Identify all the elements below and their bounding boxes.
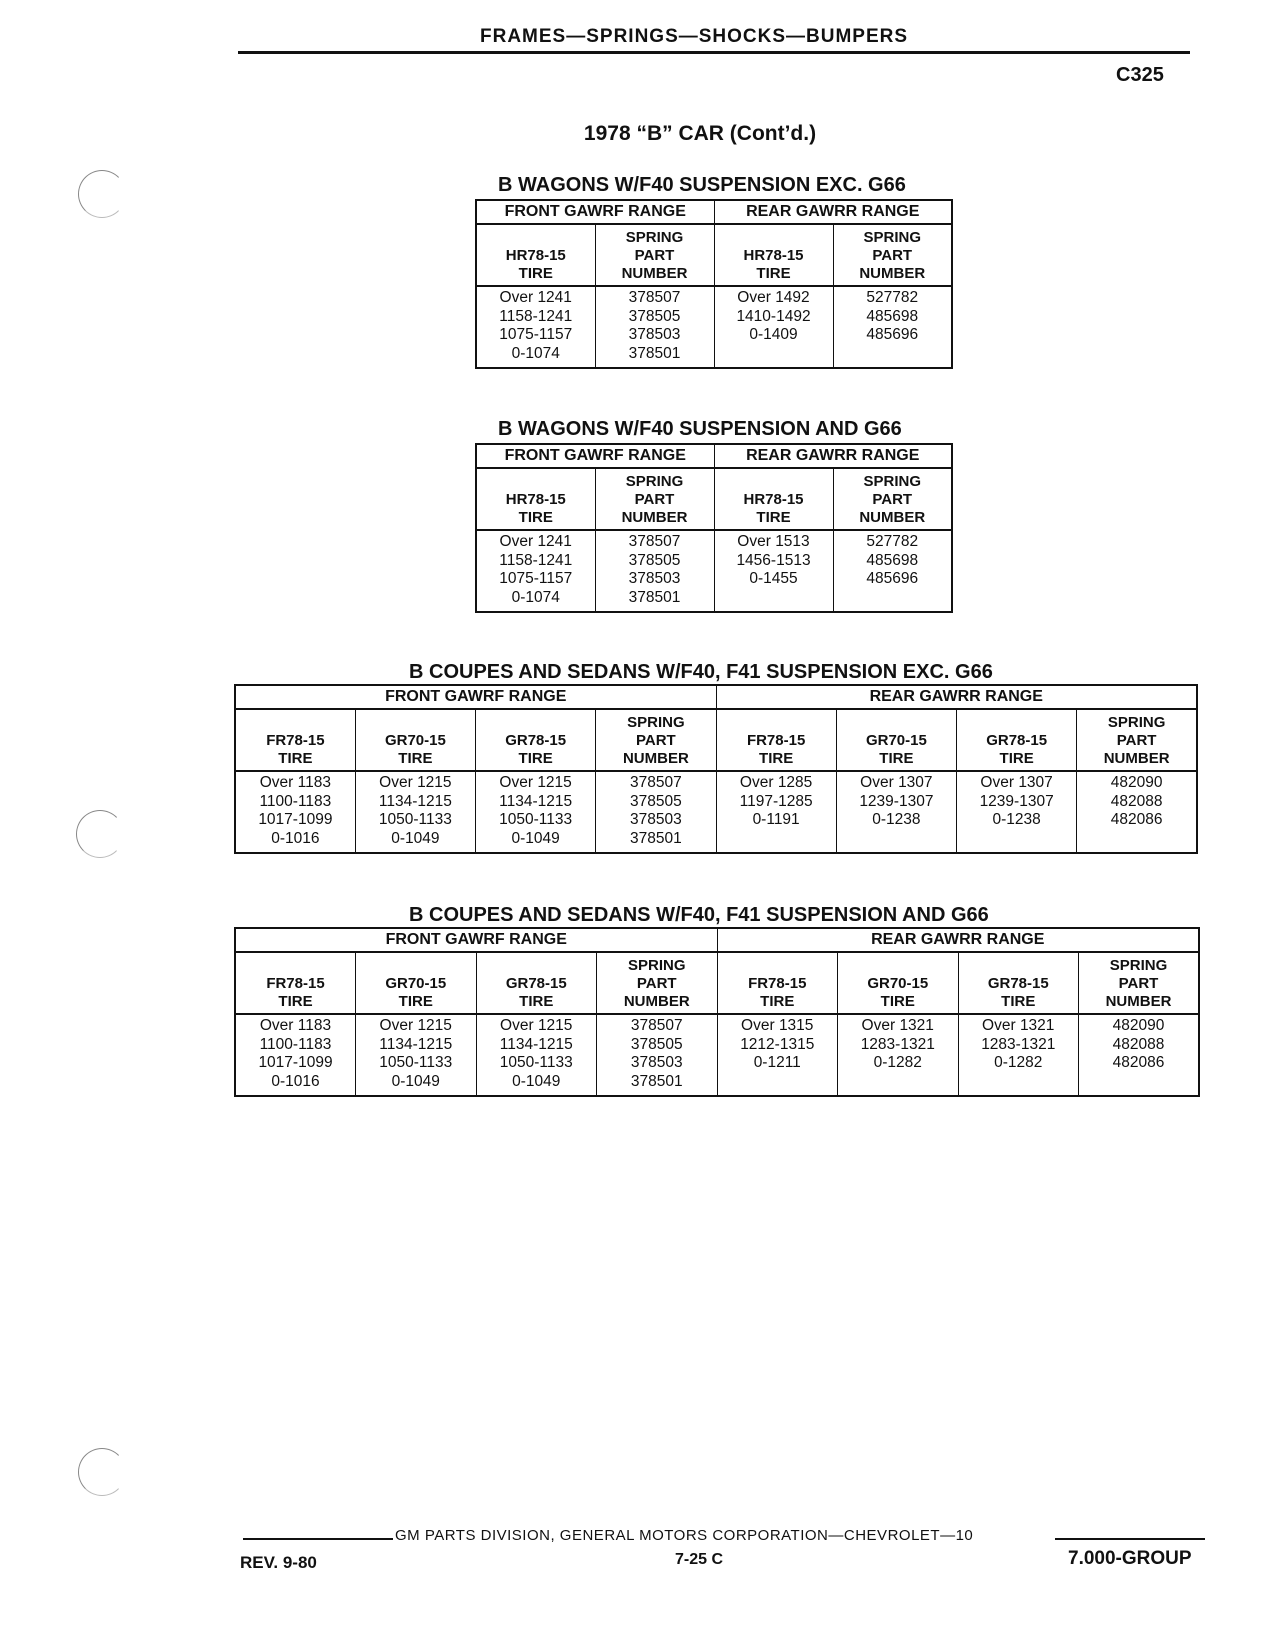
column-header-line: SPRING <box>625 473 684 490</box>
range-value: Over 1215 <box>379 1017 452 1034</box>
range-value: 1100-1183 <box>259 1035 332 1053</box>
value-cell <box>596 771 716 853</box>
column-header-line: GR70-15 <box>865 732 927 749</box>
column-header-line: HR78-15 <box>743 491 804 508</box>
range-value: 1075-1157 <box>499 326 573 343</box>
value-cell <box>356 1014 477 1096</box>
range-value: 1197-1285 <box>739 792 813 810</box>
column-header <box>476 224 595 286</box>
range-value: Over 1215 <box>499 774 572 791</box>
column-header <box>958 952 1079 1014</box>
spring-table-coupes-exc-g66 <box>234 684 1198 854</box>
column-header-line: GR78-15 <box>505 732 567 749</box>
range-value: Over 1183 <box>259 774 331 791</box>
range-value: 378505 <box>630 792 682 810</box>
column-header-line: GR70-15 <box>385 975 447 992</box>
column-header <box>597 952 718 1014</box>
value-cell <box>717 1014 838 1096</box>
section-title-wagons-exc-g66: B WAGONS W/F40 SUSPENSION EXC. G66 <box>498 174 906 196</box>
column-header <box>833 468 952 530</box>
value-cell <box>714 286 833 368</box>
range-value: Over 1321 <box>861 1017 934 1034</box>
range-value: 0-1455 <box>749 570 798 587</box>
column-header-line: NUMBER <box>622 750 689 767</box>
range-value: 1456-1513 <box>736 551 811 569</box>
range-value: 378507 <box>628 289 681 306</box>
front-gawrf-range-header: FRONT GAWRF RANGE <box>235 928 717 952</box>
section-title-wagons-and-g66: B WAGONS W/F40 SUSPENSION AND G66 <box>498 418 902 440</box>
column-header-line: NUMBER <box>621 265 688 282</box>
section-title-coupes-exc-g66: B COUPES AND SEDANS W/F40, F41 SUSPENSION EXC. G66 <box>409 661 993 683</box>
column-header-line: TIRE <box>398 993 433 1010</box>
range-value: 482090 <box>1110 774 1163 791</box>
column-header <box>596 709 716 771</box>
column-header-line: FR78-15 <box>266 732 325 749</box>
footer-group: 7.000-GROUP <box>1068 1548 1192 1569</box>
column-header-line: PART <box>1116 732 1157 749</box>
footer-rule-left <box>243 1538 393 1540</box>
column-header-line: HR78-15 <box>743 247 804 264</box>
column-header <box>476 468 595 530</box>
column-header-line: TIRE <box>756 509 791 526</box>
range-value: 0-1282 <box>873 1054 922 1071</box>
range-value: 527782 <box>866 289 919 306</box>
range-value: 378501 <box>630 829 682 847</box>
rear-gawrr-range-header: REAR GAWRR RANGE <box>716 685 1197 709</box>
value-cell <box>836 771 956 853</box>
range-value: Over 1321 <box>982 1017 1055 1034</box>
punch-hole-mark <box>78 170 126 218</box>
range-value: 1239-1307 <box>979 792 1054 810</box>
range-value: 1050-1133 <box>378 811 452 828</box>
column-header-line: HR78-15 <box>505 491 566 508</box>
range-value: 0-1238 <box>992 811 1041 828</box>
header-rule <box>238 51 1190 54</box>
column-header <box>717 952 838 1014</box>
column-header <box>235 709 355 771</box>
range-value: 378503 <box>630 1054 683 1071</box>
column-header-line: NUMBER <box>623 993 690 1010</box>
column-header-line: TIRE <box>1001 993 1036 1010</box>
range-value: Over 1315 <box>741 1017 814 1034</box>
range-value: Over 1285 <box>739 774 813 791</box>
section-title-coupes-and-g66: B COUPES AND SEDANS W/F40, F41 SUSPENSION AND G66 <box>409 904 989 926</box>
range-value: 0-1238 <box>872 811 921 828</box>
range-value: 485696 <box>866 570 919 587</box>
range-value: 378505 <box>628 551 681 569</box>
range-value: 0-1074 <box>511 588 560 606</box>
range-value: 0-1049 <box>511 829 560 847</box>
range-value: 1134-1215 <box>499 1035 573 1053</box>
column-header-line: TIRE <box>760 993 795 1010</box>
value-cell <box>597 1014 718 1096</box>
value-cell <box>957 771 1077 853</box>
column-header-line: SPRING <box>627 957 686 974</box>
range-value: 1017-1099 <box>258 1054 333 1071</box>
column-header-line: TIRE <box>518 265 553 282</box>
range-value: Over 1307 <box>980 774 1053 791</box>
range-value: 1017-1099 <box>258 811 333 828</box>
front-gawrf-range-header: FRONT GAWRF RANGE <box>476 444 714 468</box>
range-value: 378507 <box>630 774 682 791</box>
column-header-line: SPRING <box>625 229 684 246</box>
range-value: 1050-1133 <box>499 1054 573 1071</box>
value-cell <box>1079 1014 1200 1096</box>
column-header-line: FR78-15 <box>748 975 807 992</box>
range-value: Over 1492 <box>737 289 810 306</box>
range-value: 1075-1157 <box>499 570 573 587</box>
value-cell <box>833 286 952 368</box>
range-value: 485698 <box>866 551 919 569</box>
column-header-line: TIRE <box>518 750 553 767</box>
value-cell <box>838 1014 959 1096</box>
range-value: 378501 <box>628 344 681 362</box>
column-header <box>356 952 477 1014</box>
column-header <box>714 224 833 286</box>
range-value: 482088 <box>1110 792 1163 810</box>
column-header-line: NUMBER <box>1103 750 1170 767</box>
column-header-line: TIRE <box>518 509 553 526</box>
range-value: 0-1049 <box>512 1072 561 1090</box>
range-value: 1134-1215 <box>499 792 573 810</box>
range-value: 1239-1307 <box>859 792 934 810</box>
column-header-line: SPRING <box>1107 714 1166 731</box>
column-header <box>235 952 356 1014</box>
range-value: Over 1215 <box>379 774 452 791</box>
range-value: 0-1409 <box>749 326 798 343</box>
range-value: Over 1513 <box>737 533 810 550</box>
value-cell <box>355 771 475 853</box>
range-value: 0-1211 <box>753 1054 801 1071</box>
column-header-line: GR78-15 <box>505 975 567 992</box>
range-value: 378503 <box>628 326 681 343</box>
column-header-line: TIRE <box>879 750 914 767</box>
rear-gawrr-range-header: REAR GAWRR RANGE <box>717 928 1199 952</box>
range-value: 0-1074 <box>511 344 560 362</box>
column-header-line: SPRING <box>627 714 685 731</box>
running-title: FRAMES—SPRINGS—SHOCKS—BUMPERS <box>480 26 909 47</box>
range-value: Over 1183 <box>259 1017 332 1034</box>
column-header <box>595 468 714 530</box>
column-header-line: TIRE <box>880 993 915 1010</box>
column-header-line: PART <box>872 491 913 508</box>
range-value: 1134-1215 <box>378 792 452 810</box>
value-cell <box>235 1014 356 1096</box>
range-value: 1050-1133 <box>499 811 573 828</box>
column-header-line: TIRE <box>398 750 433 767</box>
range-value: 378507 <box>628 533 681 550</box>
column-header <box>838 952 959 1014</box>
column-header-line: PART <box>634 491 675 508</box>
range-value: 0-1191 <box>752 811 800 828</box>
range-value: 1050-1133 <box>379 1054 453 1071</box>
column-header <box>833 224 952 286</box>
range-value: Over 1307 <box>860 774 933 791</box>
column-header-line: GR70-15 <box>384 732 446 749</box>
column-header-line: HR78-15 <box>505 247 566 264</box>
range-value: 378503 <box>628 570 681 587</box>
value-cell <box>833 530 952 612</box>
column-header-line: PART <box>634 247 675 264</box>
punch-hole-mark <box>76 810 124 858</box>
range-value: 527782 <box>866 533 919 550</box>
value-cell <box>595 530 714 612</box>
column-header-line: NUMBER <box>859 265 926 282</box>
column-header-line: PART <box>636 732 676 749</box>
value-cell <box>476 1014 597 1096</box>
range-value: Over 1241 <box>499 533 572 550</box>
range-value: 1100-1183 <box>259 792 332 810</box>
range-value: 378501 <box>628 588 681 606</box>
column-header <box>714 468 833 530</box>
value-cell <box>476 530 595 612</box>
range-value: 378505 <box>628 307 681 325</box>
column-header-line: GR78-15 <box>987 975 1049 992</box>
range-value: 1283-1321 <box>981 1035 1056 1053</box>
range-value: 0-1049 <box>391 829 440 847</box>
column-header <box>957 709 1077 771</box>
rear-gawrr-range-header: REAR GAWRR RANGE <box>714 444 952 468</box>
range-value: 1410-1492 <box>736 307 811 325</box>
range-value: 0-1016 <box>271 829 320 847</box>
column-header-line: GR70-15 <box>867 975 929 992</box>
range-value: 485696 <box>866 326 919 343</box>
column-header-line: SPRING <box>1109 957 1168 974</box>
column-header-line: NUMBER <box>859 509 926 526</box>
value-cell <box>716 771 836 853</box>
range-value: 0-1016 <box>271 1072 320 1090</box>
footer-publisher: GM PARTS DIVISION, GENERAL MOTORS CORPORATION—CHEVROLET—10 <box>395 1527 974 1544</box>
column-header-line: FR78-15 <box>266 975 325 992</box>
range-value: 1158-1241 <box>499 551 573 569</box>
column-header-line: TIRE <box>278 750 313 767</box>
range-value: Over 1241 <box>499 289 572 306</box>
column-header-line: TIRE <box>759 750 794 767</box>
column-header <box>476 709 596 771</box>
range-value: 485698 <box>866 307 919 325</box>
value-cell <box>476 771 596 853</box>
footer-rule-right <box>1055 1538 1205 1540</box>
spring-table-coupes-and-g66 <box>234 927 1200 1097</box>
front-gawrf-range-header: FRONT GAWRF RANGE <box>476 200 714 224</box>
spring-table-wagons-exc-g66 <box>475 199 953 369</box>
column-header <box>476 952 597 1014</box>
column-header-line: TIRE <box>756 265 791 282</box>
column-header-line: PART <box>1118 975 1159 992</box>
front-gawrf-range-header: FRONT GAWRF RANGE <box>235 685 716 709</box>
column-header-line: PART <box>872 247 913 264</box>
value-cell <box>476 286 595 368</box>
range-value: 0-1049 <box>391 1072 440 1090</box>
range-value: 1158-1241 <box>499 307 573 325</box>
range-value: 378501 <box>630 1072 683 1090</box>
range-value: 1134-1215 <box>379 1035 453 1053</box>
column-header-line: NUMBER <box>621 509 688 526</box>
range-value: 378503 <box>630 811 682 828</box>
column-header-line: TIRE <box>999 750 1034 767</box>
spring-table-wagons-and-g66 <box>475 443 953 613</box>
range-value: 482086 <box>1112 1054 1165 1071</box>
range-value: 378505 <box>630 1035 683 1053</box>
range-value: 0-1282 <box>994 1054 1043 1071</box>
page-title: 1978 “B” CAR (Cont’d.) <box>583 122 817 145</box>
value-cell <box>595 286 714 368</box>
range-value: 1212-1315 <box>740 1035 815 1053</box>
column-header-line: TIRE <box>519 993 554 1010</box>
range-value: 482090 <box>1112 1017 1165 1034</box>
value-cell <box>958 1014 1079 1096</box>
range-value: 482088 <box>1112 1035 1165 1053</box>
range-value: 378507 <box>630 1017 683 1034</box>
column-header-line: SPRING <box>863 229 921 246</box>
column-header-line: TIRE <box>278 993 313 1010</box>
column-header <box>595 224 714 286</box>
punch-hole-mark <box>78 1448 126 1496</box>
column-header-line: FR78-15 <box>746 732 806 749</box>
range-value: 1283-1321 <box>860 1035 935 1053</box>
column-header <box>716 709 836 771</box>
value-cell <box>1077 771 1197 853</box>
footer-page-number: 7-25 C <box>675 1551 724 1568</box>
rear-gawrr-range-header: REAR GAWRR RANGE <box>714 200 952 224</box>
range-value: 482086 <box>1110 811 1163 828</box>
column-header-line: PART <box>636 975 677 992</box>
column-header <box>1077 709 1197 771</box>
column-header <box>836 709 956 771</box>
column-header <box>355 709 475 771</box>
value-cell <box>714 530 833 612</box>
footer-revision: REV. 9-80 <box>240 1553 317 1572</box>
column-header-line: NUMBER <box>1105 993 1172 1010</box>
page-code: C325 <box>1116 64 1164 86</box>
column-header <box>1079 952 1200 1014</box>
column-header-line: SPRING <box>863 473 921 490</box>
column-header-line: GR78-15 <box>986 732 1048 749</box>
value-cell <box>235 771 355 853</box>
range-value: Over 1215 <box>500 1017 573 1034</box>
